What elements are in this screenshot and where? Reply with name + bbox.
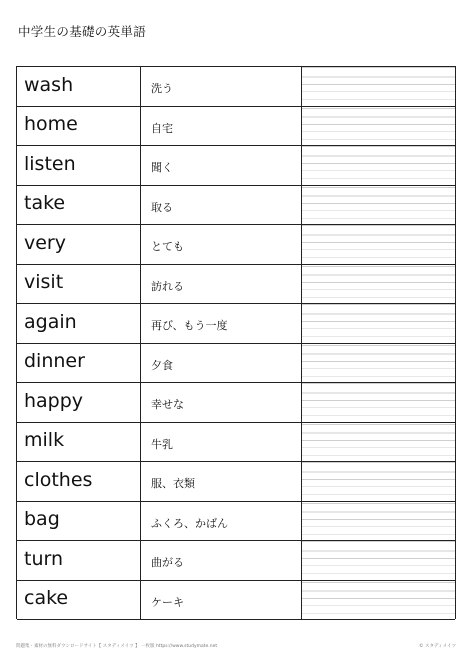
english-word: cake xyxy=(17,581,141,620)
writing-practice-area xyxy=(302,225,455,264)
english-word: wash xyxy=(17,67,141,106)
table-row xyxy=(17,225,455,265)
table-row xyxy=(17,146,455,186)
japanese-meaning: 訪れる xyxy=(141,265,302,304)
page-title: 中学生の基礎の英単語 xyxy=(18,24,147,39)
english-word: very xyxy=(17,225,141,264)
writing-practice-area xyxy=(302,344,455,383)
writing-practice-area xyxy=(302,67,455,106)
footer-copyright: © スタディメイツ xyxy=(419,644,456,649)
japanese-meaning: 服、衣類 xyxy=(141,462,302,501)
japanese-meaning: 夕食 xyxy=(141,344,302,383)
english-word: visit xyxy=(17,265,141,304)
english-word: clothes xyxy=(17,462,141,501)
english-word: take xyxy=(17,186,141,225)
english-word: home xyxy=(17,107,141,146)
japanese-meaning: とても xyxy=(141,225,302,264)
english-word: dinner xyxy=(17,344,141,383)
writing-practice-area xyxy=(302,502,455,541)
table-row xyxy=(17,383,455,423)
table-row xyxy=(17,581,455,621)
writing-practice-area xyxy=(302,107,455,146)
japanese-meaning: ケーキ xyxy=(141,581,302,620)
japanese-meaning: 幸せな xyxy=(141,383,302,422)
table-row xyxy=(17,541,455,581)
writing-practice-area xyxy=(302,304,455,343)
table-row xyxy=(17,265,455,305)
english-word: happy xyxy=(17,383,141,422)
writing-practice-area xyxy=(302,462,455,501)
writing-practice-area xyxy=(302,581,455,620)
english-word: milk xyxy=(17,423,141,462)
table-row xyxy=(17,304,455,344)
japanese-meaning: 取る xyxy=(141,186,302,225)
japanese-meaning: 洗う xyxy=(141,67,302,106)
japanese-meaning: 曲がる xyxy=(141,541,302,580)
japanese-meaning: ふくろ、かばん xyxy=(141,502,302,541)
table-row xyxy=(17,344,455,384)
writing-practice-area xyxy=(302,146,455,185)
footer-source-text: 問題集・素材の無料ダウンロードサイト【 スタディメイツ 】 一枚版 https://www.studymate.net xyxy=(16,644,218,649)
english-word: bag xyxy=(17,502,141,541)
table-row xyxy=(17,186,455,226)
japanese-meaning: 牛乳 xyxy=(141,423,302,462)
table-row xyxy=(17,423,455,463)
japanese-meaning: 再び、もう一度 xyxy=(141,304,302,343)
japanese-meaning: 自宅 xyxy=(141,107,302,146)
japanese-meaning: 聞く xyxy=(141,146,302,185)
writing-practice-area xyxy=(302,265,455,304)
table-row xyxy=(17,502,455,542)
writing-practice-area xyxy=(302,423,455,462)
table-row xyxy=(17,67,455,107)
writing-practice-area xyxy=(302,541,455,580)
english-word: again xyxy=(17,304,141,343)
table-row xyxy=(17,107,455,147)
writing-practice-area xyxy=(302,186,455,225)
table-row xyxy=(17,462,455,502)
english-word: listen xyxy=(17,146,141,185)
english-word: turn xyxy=(17,541,141,580)
writing-practice-area xyxy=(302,383,455,422)
vocabulary-table xyxy=(16,66,456,619)
